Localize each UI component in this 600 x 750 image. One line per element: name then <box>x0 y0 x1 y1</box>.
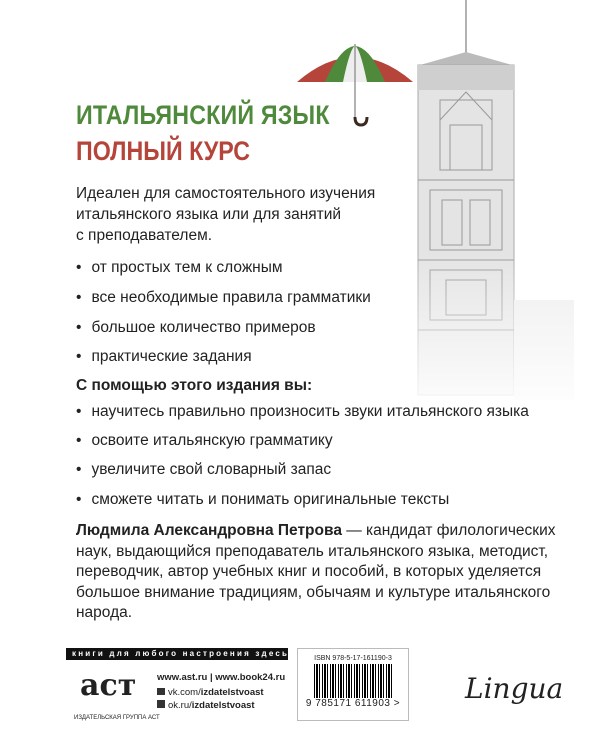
title-line-2: ПОЛНЫЙ КУРС <box>76 136 250 166</box>
bell-tower-illustration <box>400 0 580 420</box>
feature-item: • от простых тем к сложным <box>76 259 283 277</box>
author-description: — кандидат филологических наук, выдающийся преподаватель итальянского языка, методист, переводчик, автор учебных книг и пособий, в которых уделяется большое внимание традициям, обычаям и культуре итальянского народа. <box>76 522 556 621</box>
barcode-digits: 9 785171 611903 > <box>305 698 401 709</box>
ok-name: izdatelstvoast <box>191 700 255 711</box>
slogan-band: книги для любого настроения здесь <box>66 648 288 660</box>
ast-logo <box>80 668 136 703</box>
feature-item: • большое количество примеров <box>76 319 316 337</box>
ok-link[interactable] <box>157 700 255 711</box>
intro-line: с преподавателем. <box>76 227 213 244</box>
barcode-box <box>297 648 409 721</box>
ok-prefix: ok.ru/ <box>168 700 192 711</box>
author-name: Людмила Александровна Петрова <box>76 522 342 539</box>
intro-line: Идеален для самостоятельного изучения <box>76 185 376 202</box>
benefit-item: • сможете читать и понимать оригинальные тексты <box>76 491 449 509</box>
ast-logo-text: аст <box>80 668 137 703</box>
vk-prefix: vk.com/ <box>168 687 201 698</box>
benefit-item: • научитесь правильно произносить звуки итальянского языка <box>76 403 529 421</box>
benefits-heading: С помощью этого издания вы: <box>76 377 313 394</box>
title-line-1: ИТАЛЬЯНСКИЙ ЯЗЫК <box>76 100 330 130</box>
benefit-item: • увеличите свой словарный запас <box>76 461 331 479</box>
publisher-caption: ИЗДАТЕЛЬСКАЯ ГРУППА АСТ <box>74 715 160 721</box>
vk-icon <box>157 688 165 695</box>
feature-item: • все необходимые правила грамматики <box>76 289 371 307</box>
isbn-text: ISBN 978-5-17-161190-3 <box>314 655 392 662</box>
benefit-item: • освоите итальянскую грамматику <box>76 432 333 450</box>
vk-name: izdatelstvoast <box>200 687 264 698</box>
lingua-logo: Lingua <box>465 672 564 705</box>
barcode <box>314 664 394 698</box>
author-bio <box>76 521 576 624</box>
website-links[interactable]: www.ast.ru | www.book24.ru <box>157 672 286 683</box>
ok-icon <box>157 700 165 708</box>
vk-link[interactable] <box>157 687 264 698</box>
feature-item: • практические задания <box>76 348 252 366</box>
intro-line: итальянского языка или для занятий <box>76 206 342 223</box>
